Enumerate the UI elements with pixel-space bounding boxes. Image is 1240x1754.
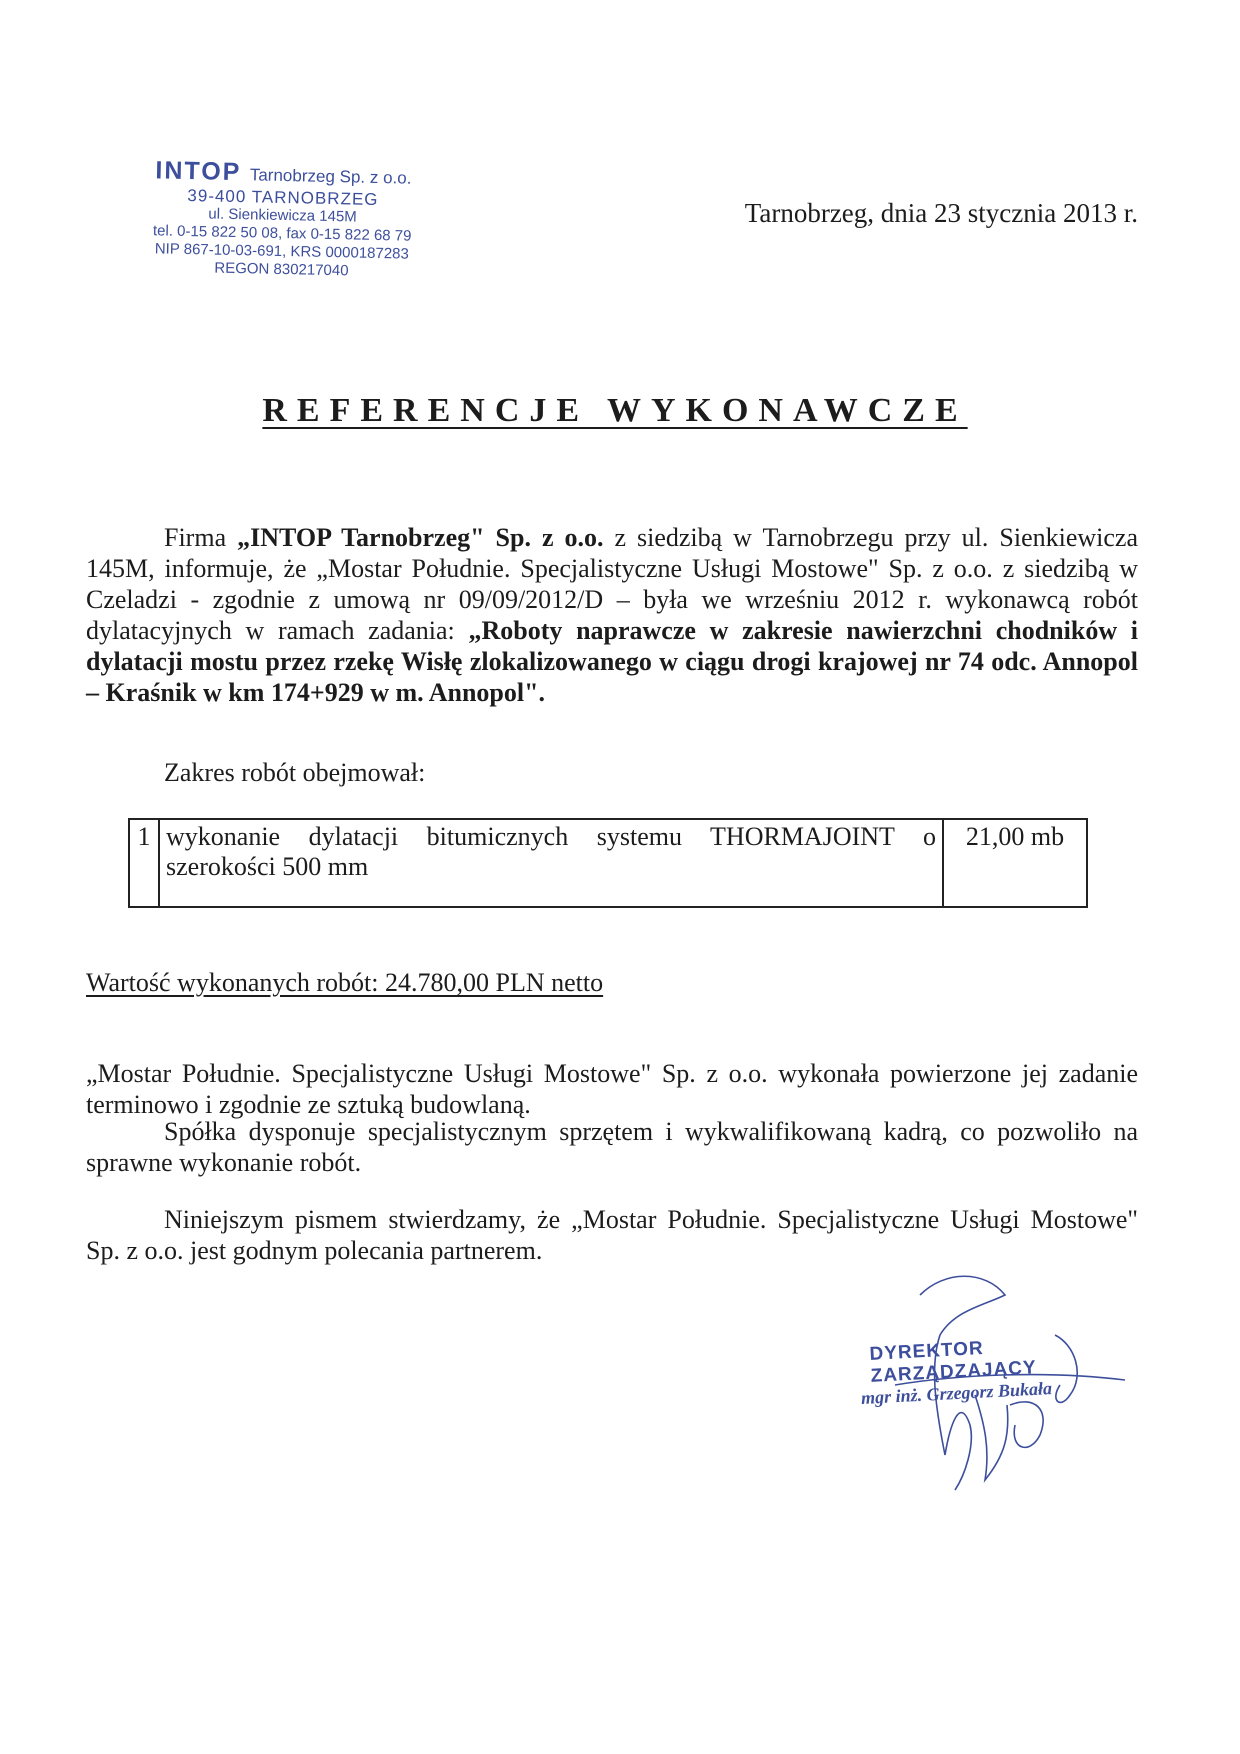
work-description: wykonanie dylatacji bitumicznych systemu THORMAJOINT o szerokości 500 mm (159, 819, 943, 907)
intro-task-name: „Roboty naprawcze w zakresie nawierzchni chodników i dylatacji mostu przez rzekę Wisłę zlokalizowanego w ciągu drogi krajowej nr 74 odc. Annopol – Kraśnik w km 174+929 w m. Annopol". (86, 616, 1139, 707)
intro-text-2: z siedzibą w Tarnobrzegu przy ul. Sienkiewicza 145M, informuje, że „Mostar Południe. Specjalistyczne Usługi Mostowe" Sp. z o.o. z siedzibą w Czeladzi - zgodnie z umową nr 09/09/2012/D – była we wrześniu 2012 r. wykonawcą robót dylatacyjnych w ramach zadania: (86, 523, 1138, 645)
work-number: 1 (129, 819, 159, 907)
paragraph-recommendation: Niniejszym pismem stwierdzamy, że „Mostar Południe. Specjalistyczne Usługi Mostowe" Sp. z o.o. jest godnym polecania partnerem. (86, 1205, 1138, 1265)
stamp-brand-rest: Tarnobrzeg Sp. z o.o. (249, 165, 412, 188)
intro-company: „INTOP Tarnobrzeg" Sp. z o.o. (237, 523, 604, 552)
signature-block (835, 1275, 1135, 1535)
works-value: Wartość wykonanych robót: 24.780,00 PLN netto (86, 968, 604, 997)
stamp-street: ul. Sienkiewicza 145M (208, 205, 357, 226)
paragraph-completion: „Mostar Południe. Specjalistyczne Usługi Mostowe" Sp. z o.o. wykonała powierzone jej zadanie terminowo i zgodnie ze sztuką budowlaną. (86, 1059, 1138, 1119)
stamp-nip-krs: NIP 867-10-03-691, KRS 0000187283 (154, 240, 410, 263)
table-row (129, 819, 1087, 907)
document-title: REFERENCJE WYKONAWCZE (262, 392, 968, 429)
intro-paragraph (86, 522, 1138, 708)
date-line: Tarnobrzeg, dnia 23 stycznia 2013 r. (744, 198, 1138, 228)
stamp-phone: tel. 0-15 822 50 08, fax 0-15 822 68 79 (152, 222, 412, 245)
signature-name: mgr inż. Grzegorz Bukała (860, 1378, 1053, 1408)
stamp-brand-line (141, 157, 427, 192)
work-quantity: 21,00 mb (943, 819, 1087, 907)
company-stamp (139, 157, 426, 282)
stamp-regon: REGON 830217040 (214, 259, 349, 280)
intro-text-1: Firma (164, 523, 238, 552)
signature-title: DYREKTOR ZARZĄDZAJĄCY (869, 1337, 1038, 1387)
paragraph-equipment: Spółka dysponuje specjalistycznym sprzętem i wykwalifikowaną kadrą, co pozwoliło na sprawne wykonanie robót. (86, 1117, 1138, 1177)
scope-label: Zakres robót obejmował: (164, 758, 426, 787)
stamp-postal: 39-400 TARNOBRZEG (187, 186, 379, 210)
stamp-brand: INTOP (155, 156, 242, 187)
works-table (128, 818, 1088, 908)
